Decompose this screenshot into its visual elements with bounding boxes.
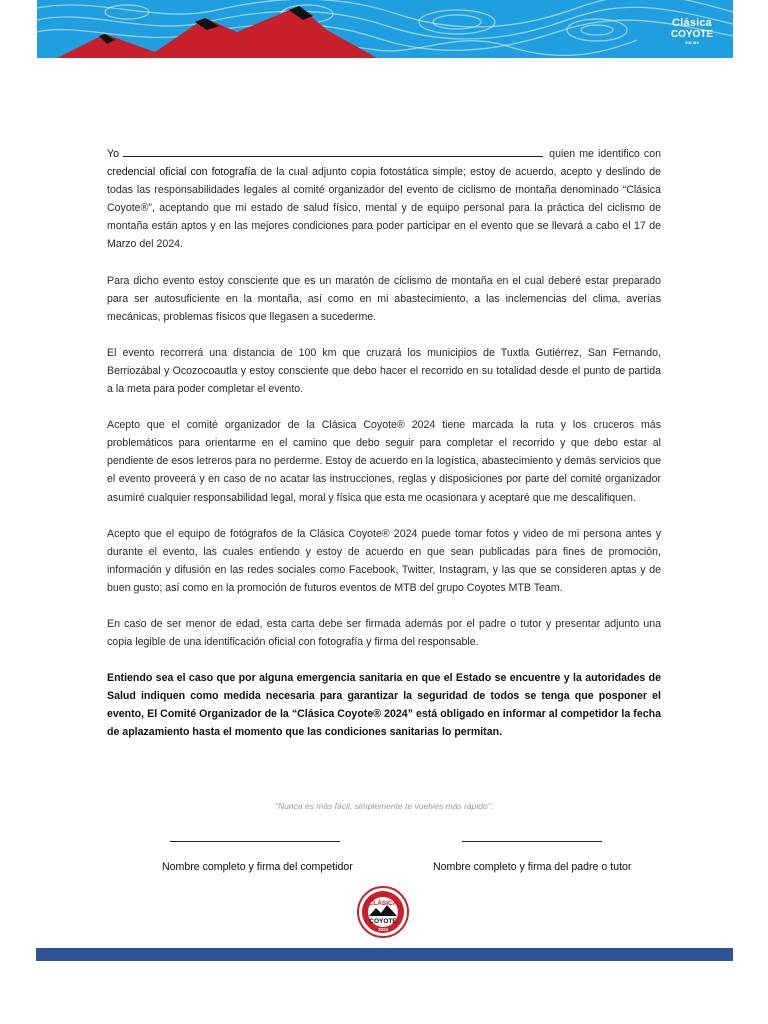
header-banner [37,0,733,58]
guardian-signature-label: Nombre completo y firma del padre o tutor [433,861,632,873]
paragraph-organizer: Acepto que el comité organizador de la Clásica Coyote® 2024 tiene marcada la ruta y los cruceros más problemáticos para orientarme en el camino que debo seguir para completar el recorrido y que debo estar al pendiente de esos letreros para no perderme. Estoy de acuerdo en la logística, abastecimiento y demás servicios que el evento proveerá y en caso de no acatar las instrucciones, reglas y disposiciones por parte del comité organizador asumiré cualquier responsabilidad legal, moral y física que esta me ocasionara y aceptaré que me descalifiquen. [107,419,661,504]
brand-line-3: 202 MX [685,40,699,45]
credential-text: credencial oficial con fotografía [107,166,257,179]
paragraph-marathon: Para dicho evento estoy consciente que es un maratón de ciclismo de montaña en el cual deberé estar preparado para ser autosuficiente en la montaña, así como en mi abastecimiento, a las inclemencias del clima, averías mecánicas, problemas físicos que llegasen a sucederme. [107,274,661,323]
badge-line-2: COYOTE [369,918,397,925]
topographic-pattern [37,0,733,58]
brand-logo [661,18,723,45]
badge-line-3: 2024 [377,927,389,932]
p1-after-line: quien me identifico con [545,148,661,160]
brand-line-2: COYOTE [670,29,714,40]
brand-line-1: Clásica [672,17,712,29]
paragraph-photos: Acepto que el equipo de fotógrafos de la Clásica Coyote® 2024 puede tomar fotos y video de mi persona antes y durante el evento, las cuales entiendo y estoy de acuerdo en que sean publicadas para fines de promoción, información y difusión en las redes sociales como Facebook, Twitter, Instagram, y las que se consideren aptas y de buen gusto; así como en la promoción de futuros eventos de MTB del grupo Coyotes MTB Team. [107,527,661,594]
guardian-signature-line[interactable] [462,831,602,842]
competitor-signature-line[interactable] [170,831,340,842]
badge-line-1: CLÁSICA [368,900,398,907]
paragraph-emergency [107,669,661,741]
yo-label: Yo [107,148,119,160]
paragraph-declaration [107,145,661,254]
letter-body [107,145,661,760]
p7-start: Entiendo sea el caso que por alguna emergencia sanitaria en que el Estado se encuentre y la autoridades de Salud indiquen como medida necesaria para garantizar la seguridad de todos se tenga que posponer el evento, El Comité Organizador de la [107,672,661,721]
footer-bar [36,948,733,961]
p1-rest: de la cual adjunto copia fotostática simple; estoy de acuerdo, acepto y deslindo de todas las responsabilidades legales al comité organizador del evento de ciclismo de montaña denominado “Clásica Coyote®”, aceptando que mi estado de salud físico, mental y de equipo personal para la práctica del ciclismo de montaña están aptos y en las mejores condiciones para poder participar en el evento que se llevará a cabo el 17 de Marzo del 2024. [107,166,661,251]
p7-end: está obligado en informar al competidor la fecha de aplazamiento hasta el momento que las condiciones sanitarias lo permitan. [107,708,661,739]
paragraph-route: El evento recorrerá una distancia de 100 km que cruzará los municipios de Tuxtla Gutiérrez, San Fernando, Berriozábal y Ocozocoautla y estoy consciente que debo hacer el recorrido en su totalidad desde el punto de partida a la meta para poder completar el evento. [107,346,661,396]
motto-quote: “Nunca es más fácil, simplemente te vuelves más rápido”. [275,801,493,811]
clasica-coyote-badge [357,886,409,938]
paragraph-minors: En caso de ser menor de edad, esta carta debe ser firmada además por el padre o tutor y presentar adjunto una copia legible de una identificación oficial con fotografía y firma del responsable. [107,617,661,649]
name-blank-line[interactable] [123,146,543,157]
p7-event: “Clásica Coyote® 2024” [291,708,413,721]
competitor-signature-label: Nombre completo y firma del competidor [162,861,353,873]
